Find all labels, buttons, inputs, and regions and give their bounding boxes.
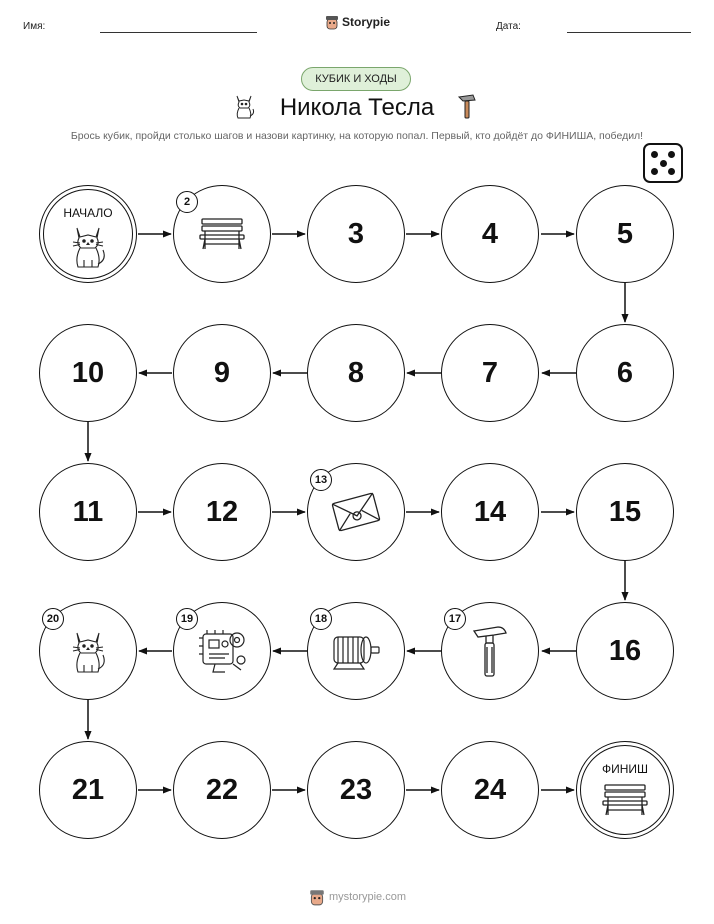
board-cell-14 <box>441 463 539 561</box>
board-cell-24 <box>441 741 539 839</box>
cell-number: 3 <box>347 217 365 250</box>
cell-number-badge: 13 <box>310 469 332 491</box>
cell-number: 11 <box>72 495 104 528</box>
cell-number: 7 <box>481 356 499 389</box>
cell-number-badge: 2 <box>176 191 198 213</box>
finish-label: ФИНИШ <box>601 762 649 776</box>
cell-number-badge: 17 <box>444 608 466 630</box>
page-title: Никола Тесла <box>279 94 435 121</box>
board-cell-8 <box>307 324 405 422</box>
name-label: Имя: <box>23 21 46 32</box>
board-cell-20 <box>39 602 137 700</box>
board-cell-15 <box>576 463 674 561</box>
mascot-icon <box>309 888 325 906</box>
brand-name: Storypie <box>342 15 391 29</box>
board-cell-6 <box>576 324 674 422</box>
board-cell-16 <box>576 602 674 700</box>
start-cell <box>39 185 137 283</box>
cell-number: 15 <box>608 495 642 528</box>
cell-number-badge: 18 <box>310 608 332 630</box>
start-label: НАЧАЛО <box>63 206 113 220</box>
cell-number: 24 <box>473 773 507 806</box>
board-cell-3 <box>307 185 405 283</box>
board-cell-2 <box>173 185 271 283</box>
cell-number: 14 <box>473 495 507 528</box>
cat-icon <box>40 222 136 275</box>
date-label: Дата: <box>496 21 521 32</box>
footer-url: mystorypie.com <box>329 891 407 903</box>
board-cell-11 <box>39 463 137 561</box>
cell-number: 21 <box>71 773 105 806</box>
cell-number: 23 <box>339 773 373 806</box>
board-cell-5 <box>576 185 674 283</box>
board-cell-4 <box>441 185 539 283</box>
cell-number: 4 <box>481 217 499 250</box>
board-cell-7 <box>441 324 539 422</box>
board-cell-17 <box>441 602 539 700</box>
cell-number: 6 <box>616 356 634 389</box>
cell-number: 16 <box>608 634 642 667</box>
board-cell-22 <box>173 741 271 839</box>
footer <box>309 888 406 906</box>
board-cell-12 <box>173 463 271 561</box>
board-cell-13 <box>307 463 405 561</box>
board-cell-9 <box>173 324 271 422</box>
cell-number-badge: 19 <box>176 608 198 630</box>
cell-number: 12 <box>205 495 239 528</box>
board-cell-19 <box>173 602 271 700</box>
cell-number: 5 <box>616 217 634 250</box>
bench-icon <box>577 782 673 823</box>
cell-number: 22 <box>205 773 239 806</box>
cell-number-badge: 20 <box>42 608 64 630</box>
instructions: Брось кубик, пройди столько шагов и назови картинку, на которую попал. Первый, кто дойдёт до ФИНИША, победил! <box>70 130 644 142</box>
cell-number: 9 <box>213 356 231 389</box>
finish-cell <box>576 741 674 839</box>
board-cell-21 <box>39 741 137 839</box>
board-cell-10 <box>39 324 137 422</box>
cell-number: 8 <box>347 356 365 389</box>
activity-type-badge: КУБИК И ХОДЫ <box>301 67 411 91</box>
cell-number: 10 <box>71 356 105 389</box>
board-cell-18 <box>307 602 405 700</box>
board-cell-23 <box>307 741 405 839</box>
